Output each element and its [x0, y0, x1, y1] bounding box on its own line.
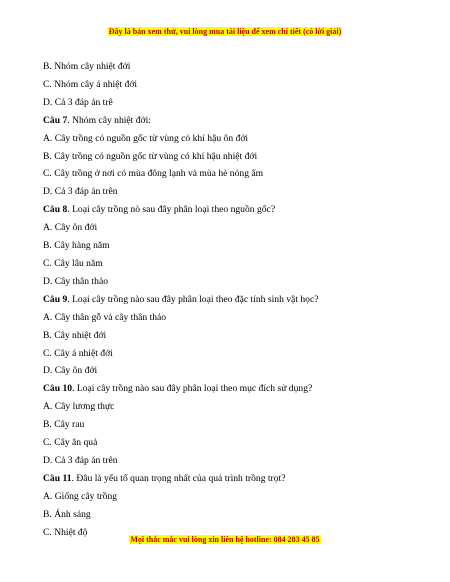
- hotline-text: Mọi thắc mắc vui lòng xin liên hệ hotline: 084 283 45 85: [130, 535, 320, 544]
- question-stem: [43, 291, 423, 309]
- answer-option: [43, 94, 423, 112]
- answer-option: [43, 183, 423, 201]
- option-text: D. Cả 3 đáp án trê: [43, 96, 113, 108]
- answer-option: [43, 76, 423, 94]
- answer-option: [43, 309, 423, 327]
- question-number: Câu 9: [43, 293, 68, 305]
- option-text: D. Cả 3 đáp án trên: [43, 454, 118, 466]
- question-number: Câu 10: [43, 383, 73, 395]
- question-stem: [43, 380, 423, 398]
- option-text: A. Cây trồng có nguồn gốc từ vùng có khí hậu ôn đới: [43, 132, 249, 144]
- option-text: C. Nhóm cây á nhiệt đới: [43, 78, 138, 90]
- option-text: C. Cây á nhiệt đới: [43, 347, 113, 359]
- question-number: Câu 11: [43, 472, 72, 484]
- answer-option: [43, 506, 423, 524]
- answer-option: [43, 130, 423, 148]
- question-number: Câu 7: [43, 114, 68, 126]
- question-text: . Loại cây trồng nào sau đây phân loại theo mục đích sử dụng?: [72, 383, 313, 395]
- option-text: B. Nhóm cây nhiệt đới: [43, 61, 131, 72]
- option-text: B. Cây trồng có nguồn gốc từ vùng có khí hậu nhiệt đới: [43, 150, 258, 162]
- option-text: B. Cây rau: [43, 419, 85, 431]
- question-stem: [43, 201, 423, 219]
- answer-option: [43, 488, 423, 506]
- answer-option: [43, 345, 423, 363]
- option-text: C. Cây ăn quả: [43, 437, 98, 449]
- option-text: B. Ánh sáng: [43, 508, 91, 520]
- option-text: D. Cây ôn đới: [43, 365, 98, 377]
- answer-option: [43, 58, 423, 76]
- question-number: Câu 8: [43, 204, 68, 216]
- question-text: . Loại cây trồng nào sau đây phân loại theo đặc tính sinh vật học?: [67, 293, 319, 305]
- hotline-banner: [0, 535, 450, 545]
- question-stem: [43, 112, 423, 130]
- answer-option: [43, 452, 423, 470]
- answer-option: [43, 255, 423, 273]
- answer-option: [43, 327, 423, 345]
- answer-option: [43, 398, 423, 416]
- option-text: B. Cây nhiệt đới: [43, 329, 107, 341]
- option-text: A. Cây lương thực: [43, 401, 115, 413]
- answer-option: [43, 416, 423, 434]
- option-text: D. Cây thân thảo: [43, 275, 109, 287]
- question-list: [43, 58, 423, 541]
- answer-option: [43, 434, 423, 452]
- option-text: C. Cây lâu năm: [43, 257, 103, 269]
- answer-option: [43, 273, 423, 291]
- option-text: A. Giống cây trồng: [43, 490, 118, 502]
- option-text: A. Cây ôn đới: [43, 222, 98, 234]
- option-text: C. Cây trồng ở nơi có mùa đông lạnh và mùa hè nóng ẩm: [43, 168, 264, 180]
- question-text: . Loại cây trồng nò sau đây phân loại theo nguồn gốc?: [67, 204, 276, 216]
- answer-option: [43, 219, 423, 237]
- option-text: D. Cả 3 đáp án trên: [43, 186, 118, 198]
- option-text: B. Cây hàng năm: [43, 240, 110, 252]
- preview-notice-banner: [0, 27, 450, 37]
- answer-option: [43, 237, 423, 255]
- question-text: . Nhóm cây nhiệt đới:: [67, 114, 151, 126]
- question-stem: [43, 470, 423, 488]
- preview-notice-text: Đây là bản xem thử, vui lòng mua tài liệu để xem chi tiết (có lời giải): [108, 27, 342, 36]
- answer-option: [43, 165, 423, 183]
- answer-option: [43, 362, 423, 380]
- option-text: A. Cây thân gỗ và cây thân thảo: [43, 311, 167, 323]
- answer-option: [43, 148, 423, 166]
- option-text: C. Nhiệt độ: [43, 526, 88, 538]
- question-text: . Đâu là yếu tố quan trọng nhất của quá trình trồng trọt?: [71, 472, 286, 484]
